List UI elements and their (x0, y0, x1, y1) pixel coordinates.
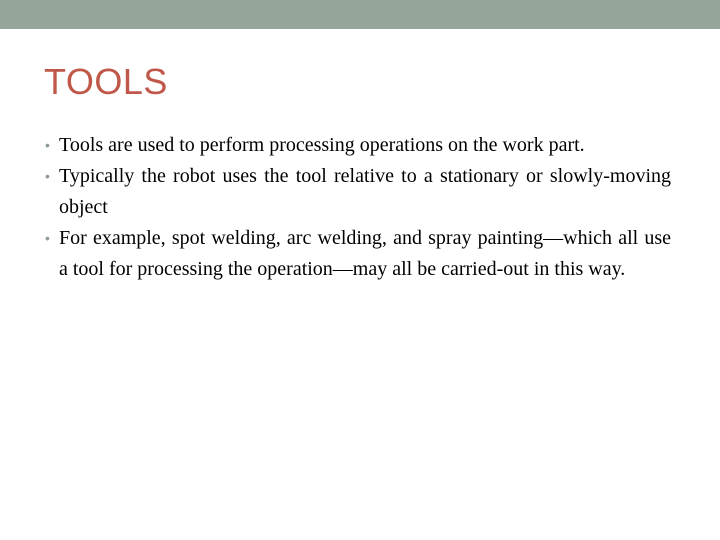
bullet-icon: • (45, 137, 50, 153)
bullet-text: For example, spot welding, arc welding, and spray painting—which all use a tool for processing the operation—may all be carried-out in this way. (59, 227, 671, 280)
top-accent-bar (0, 0, 720, 29)
bullet-text: Typically the robot uses the tool relative to a stationary or slowly-moving object (59, 165, 671, 218)
bullet-icon: • (45, 230, 50, 246)
bullet-item-tools-used (45, 130, 671, 161)
slide-title: TOOLS (44, 61, 168, 102)
bullet-item-for-example (45, 223, 671, 285)
bullet-item-typically (45, 161, 671, 223)
bullet-text: Tools are used to perform processing operations on the work part. (59, 134, 585, 156)
bullet-list (45, 130, 671, 285)
bullet-icon: • (45, 168, 50, 184)
